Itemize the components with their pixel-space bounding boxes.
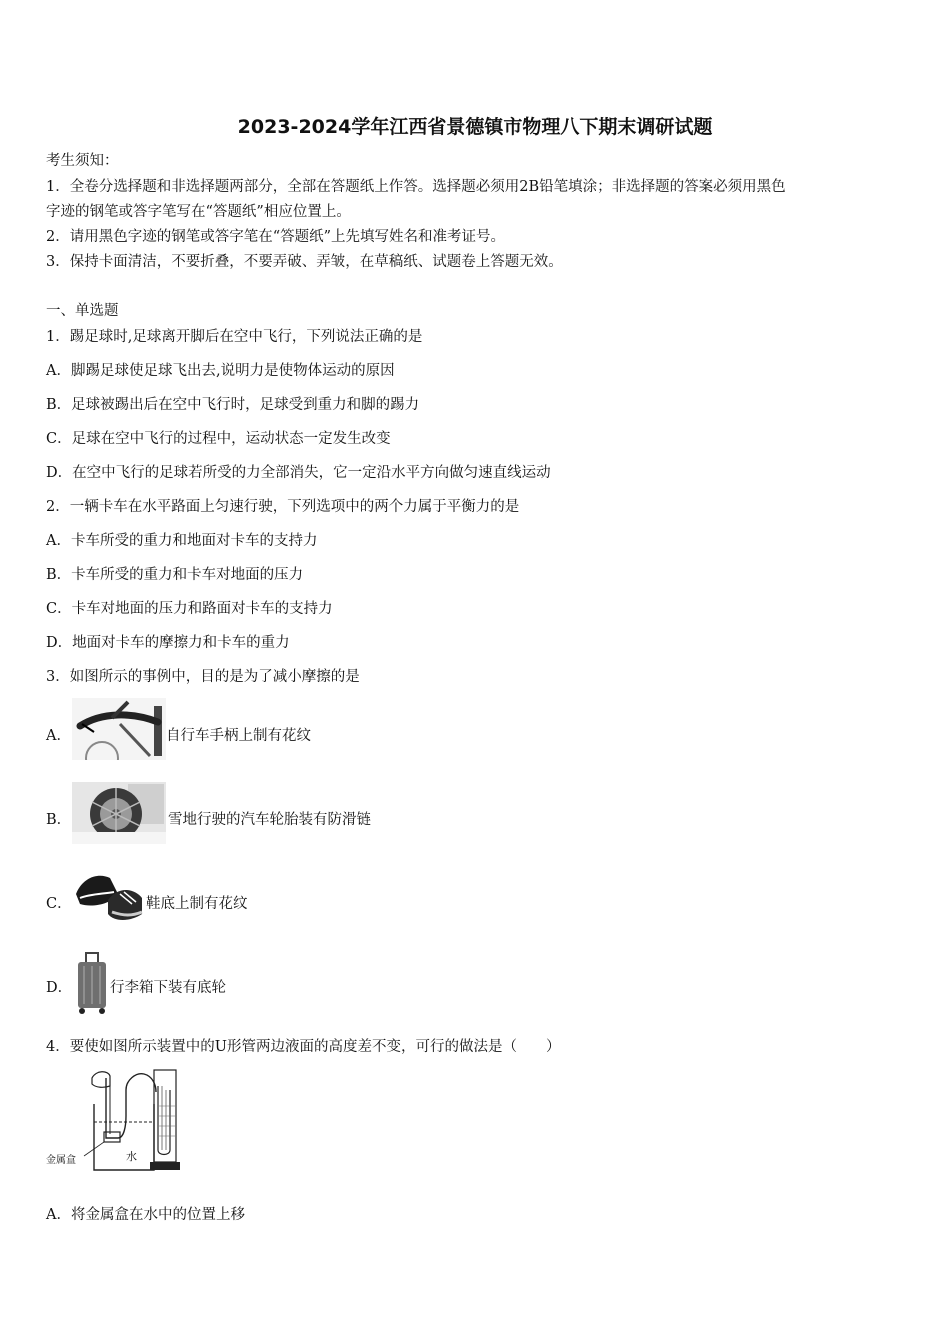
q1-option-b: B．足球被踢出后在空中飞行时，足球受到重力和脚的踢力 (46, 397, 420, 413)
q4-stem: 4．要使如图所示装置中的U形管两边液面的高度差不变，可行的做法是（ ） (46, 1039, 561, 1055)
notice-line-1a: 1．全卷分选择题和非选择题两部分，全部在答题纸上作答。选择题必须用2B铅笔填涂；非选择题的答案必须用黑色 (46, 179, 786, 195)
snow-chain-tire-image (72, 782, 166, 844)
notice-line-1b: 字迹的钢笔或答字笔写在“答题纸”相应位置上。 (46, 204, 351, 220)
q3-option-a-text: 自行车手柄上制有花纹 (166, 728, 311, 744)
notice-heading: 考生须知： (46, 153, 119, 169)
q3-option-d-letter: D． (46, 980, 73, 996)
q1-option-d: D．在空中飞行的足球若所受的力全部消失，它一定沿水平方向做匀速直线运动 (46, 465, 551, 481)
q2-option-c: C．卡车对地面的压力和路面对卡车的支持力 (46, 601, 333, 617)
q3-stem: 3．如图所示的事例中，目的是为了减小摩擦的是 (46, 669, 360, 685)
q1-option-a: A．脚踢足球使足球飞出去,说明力是使物体运动的原因 (46, 363, 395, 379)
page-title: 2023-2024学年江西省景德镇市物理八下期末调研试题 (237, 116, 713, 138)
q2-stem: 2．一辆卡车在水平路面上匀速行驶，下列选项中的两个力属于平衡力的是 (46, 499, 520, 515)
q2-option-d: D．地面对卡车的摩擦力和卡车的重力 (46, 635, 290, 651)
q3-option-d-text: 行李箱下装有底轮 (110, 980, 226, 996)
q3-option-b-text: 雪地行驶的汽车轮胎装有防滑链 (168, 812, 371, 828)
q3-option-c-text: 鞋底上制有花纹 (146, 896, 248, 912)
shoe-sole-image (72, 864, 146, 926)
suitcase-image (74, 950, 110, 1016)
q4-option-a: A．将金属盒在水中的位置上移 (46, 1207, 245, 1223)
section-heading: 一、单选题 (46, 303, 119, 319)
notice-line-3: 3．保持卡面清洁，不要折叠，不要弄破、弄皱，在草稿纸、试题卷上答题无效。 (46, 254, 563, 270)
q3-option-a-letter: A． (46, 728, 71, 744)
q1-stem: 1．踢足球时,足球离开脚后在空中飞行，下列说法正确的是 (46, 329, 423, 345)
metal-box-label: 金属盒 (46, 1155, 76, 1166)
q2-option-a: A．卡车所受的重力和地面对卡车的支持力 (46, 533, 318, 549)
q2-option-b: B．卡车所受的重力和卡车对地面的压力 (46, 567, 304, 583)
bicycle-handle-image (72, 698, 166, 760)
notice-line-2: 2．请用黑色字迹的钢笔或答字笔在“答题纸”上先填写姓名和准考证号。 (46, 229, 506, 245)
water-label: 水 (126, 1150, 137, 1163)
q3-option-b-letter: B． (46, 812, 72, 828)
q1-option-c: C．足球在空中飞行的过程中，运动状态一定发生改变 (46, 431, 391, 447)
q3-option-c-letter: C． (46, 896, 72, 912)
